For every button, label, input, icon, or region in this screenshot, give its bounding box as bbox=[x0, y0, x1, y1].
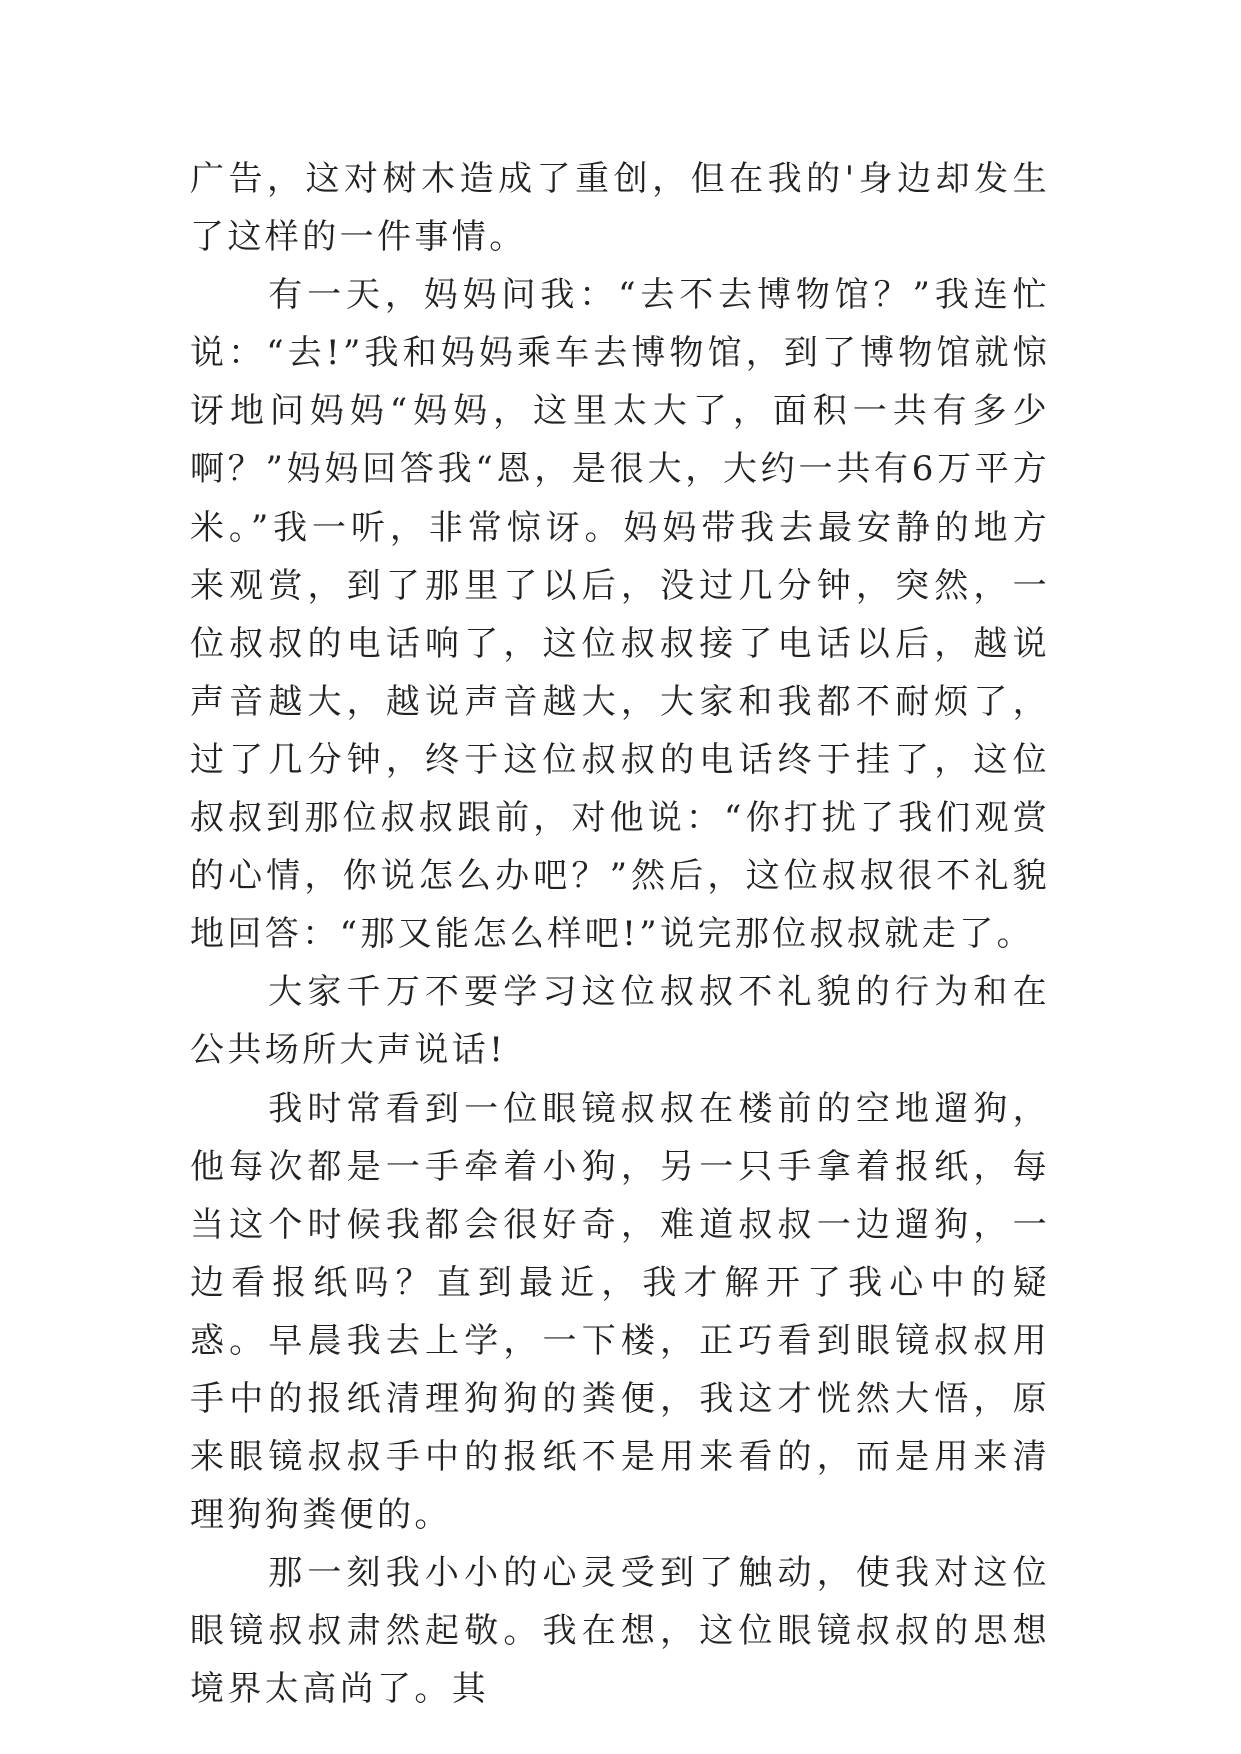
document-body bbox=[190, 150, 1050, 1719]
paragraph-3: 大家千万不要学习这位叔叔不礼貌的行为和在公共场所大声说话! bbox=[190, 972, 1050, 1071]
paragraph-4: 我时常看到一位眼镜叔叔在楼前的空地遛狗，他每次都是一手牵着小狗，另一只手拿着报纸，每当这个时候我都会很好奇，难道叔叔一边遛狗，一边看报纸吗？直到最近，我才解开了我心中的疑惑。早晨我去上学，一下楼，正巧看到眼镜叔叔用手中的报纸清理狗狗的粪便，我这才恍然大悟，原来眼镜叔叔手中的报纸不是用来看的，而是用来清理狗狗粪便的。 bbox=[190, 1088, 1050, 1536]
paragraph-1: 广告，这对树木造成了重创，但在我的'身边却发生了这样的一件事情。 bbox=[190, 159, 1050, 258]
paragraph-5: 那一刻我小小的心灵受到了触动，使我对这位眼镜叔叔肃然起敬。我在想，这位眼镜叔叔的思想境界太高尚了。其 bbox=[190, 1553, 1050, 1710]
paragraph-2: 有一天，妈妈问我：“去不去博物馆？”我连忙说：“去!”我和妈妈乘车去博物馆，到了博物馆就惊讶地问妈妈“妈妈，这里太大了，面积一共有多少啊？”妈妈回答我“恩，是很大，大约一共有6万平方米。”我一听，非常惊讶。妈妈带我去最安静的地方来观赏，到了那里了以后，没过几分钟，突然，一位叔叔的电话响了，这位叔叔接了电话以后，越说声音越大，越说声音越大，大家和我都不耐烦了，过了几分钟，终于这位叔叔的电话终于挂了，这位叔叔到那位叔叔跟前，对他说：“你打扰了我们观赏的心情，你说怎么办吧？”然后，这位叔叔很不礼貌地回答：“那又能怎么样吧!”说完那位叔叔就走了。 bbox=[190, 275, 1050, 955]
